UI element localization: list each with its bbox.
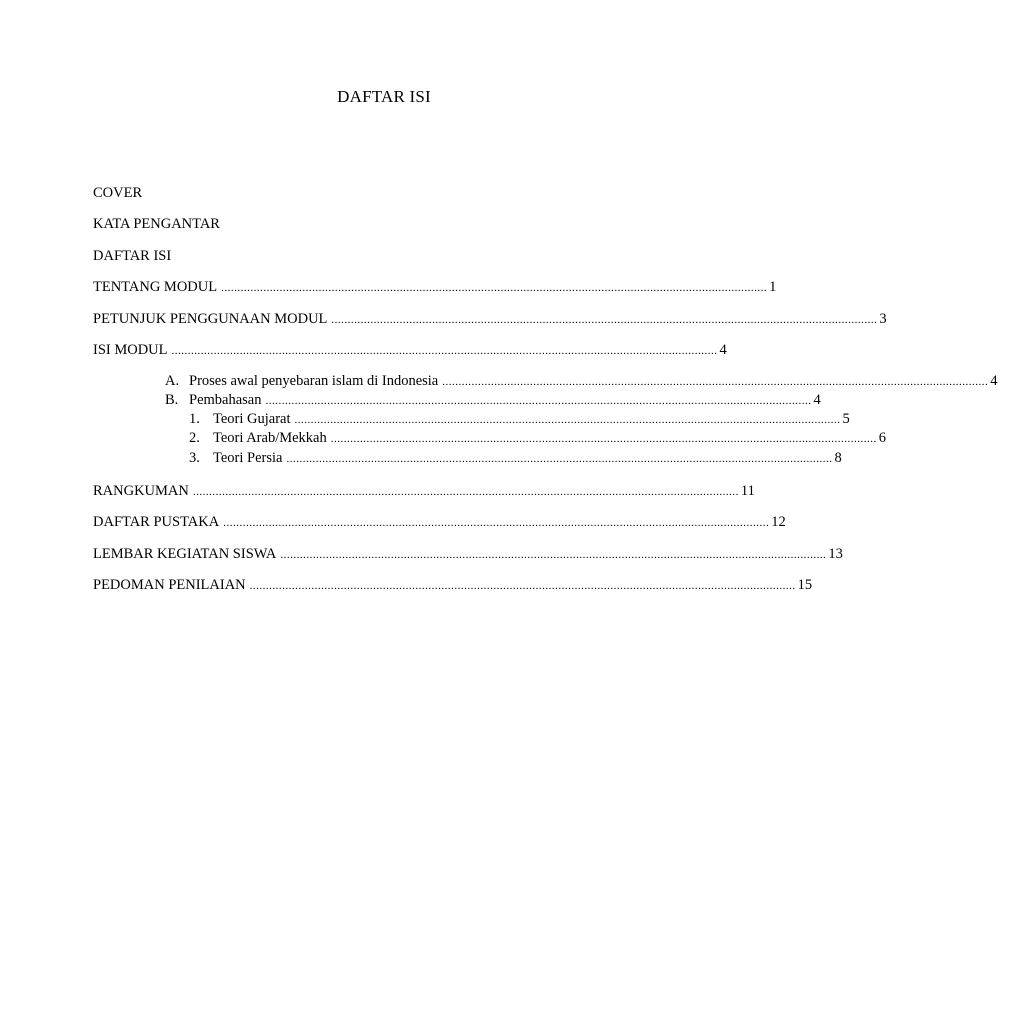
toc-page-number: 11: [740, 483, 755, 499]
toc-page-number: 15: [797, 577, 813, 593]
toc-entry-tentang-modul: [93, 277, 777, 297]
toc-subsubentry-3: [189, 449, 842, 468]
toc-entry-label: Teori Arab/Mekkah: [213, 430, 327, 446]
toc-page-number: 12: [771, 514, 786, 530]
toc-page-number: 4: [719, 342, 727, 358]
dot-leader: ........................................................................................................................................................................: [192, 486, 739, 498]
toc-entry-label: Teori Gujarat: [213, 411, 291, 427]
toc-entry-label: PEDOMAN PENILAIAN: [93, 577, 246, 593]
toc-entry-rangkuman: [93, 481, 755, 501]
toc-page-number: 1: [769, 279, 777, 295]
toc-entry-pedoman-penilaian: [93, 575, 813, 595]
toc-marker: B.: [165, 392, 179, 408]
toc-marker: 1.: [189, 411, 200, 427]
toc-entry-daftar-pustaka: [93, 512, 786, 532]
dot-leader: ........................................................................................................................................................................: [294, 414, 841, 426]
toc-entry-label: Pembahasan: [189, 392, 262, 408]
toc-subentry-b: [165, 391, 821, 410]
toc-entry-label: Teori Persia: [213, 450, 283, 466]
toc-marker: A.: [165, 373, 180, 389]
toc-entry-label: RANGKUMAN: [93, 483, 189, 499]
toc-entry-label: LEMBAR KEGIATAN SISWA: [93, 546, 277, 562]
toc-entry-label: KATA PENGANTAR: [93, 216, 220, 232]
toc-entry-label: ISI MODUL: [93, 342, 168, 358]
toc-entry-kata-pengantar: [93, 214, 653, 234]
toc-entry-label: DAFTAR PUSTAKA: [93, 514, 220, 530]
toc-entry-label: Proses awal penyebaran islam di Indonesia: [189, 373, 439, 389]
dot-leader: ........................................................................................................................................................................: [171, 345, 718, 357]
toc-entry-lembar-kegiatan: [93, 544, 843, 564]
dot-leader: ........................................................................................................................................................................: [331, 314, 878, 326]
dot-leader: ........................................................................................................................................................................: [223, 517, 770, 529]
toc-marker: 2.: [189, 430, 200, 446]
toc-entry-isi-modul: [93, 340, 727, 360]
toc-entry-label: DAFTAR ISI: [93, 248, 172, 264]
dot-leader: ........................................................................................................................................................................: [221, 282, 768, 294]
toc-entry-label: PETUNJUK PENGGUNAAN MODUL: [93, 311, 328, 327]
dot-leader: ........................................................................................................................................................................: [330, 433, 877, 445]
toc-marker: 3.: [189, 450, 200, 466]
page-title: DAFTAR ISI: [337, 87, 431, 106]
dot-leader: ........................................................................................................................................................................: [286, 453, 833, 465]
toc-page-number: 4: [813, 392, 821, 408]
toc-entry-cover: [93, 183, 653, 203]
toc-page-number: 6: [878, 430, 886, 446]
dot-leader: ........................................................................................................................................................................: [249, 580, 796, 592]
toc-entry-label: COVER: [93, 185, 143, 201]
toc-subsubentry-2: [189, 429, 886, 448]
toc-subsubentry-1: [189, 410, 850, 429]
toc-page-number: 4: [990, 373, 998, 389]
toc-page-number: 8: [834, 450, 842, 466]
toc-entry-label: TENTANG MODUL: [93, 279, 218, 295]
dot-leader: ........................................................................................................................................................................: [265, 395, 812, 407]
toc-entry-petunjuk: [93, 309, 887, 329]
dot-leader: ........................................................................................................................................................................: [442, 376, 989, 388]
toc-page-number: 13: [828, 546, 843, 562]
toc-page-number: 3: [879, 311, 887, 327]
dot-leader: ........................................................................................................................................................................: [280, 549, 827, 561]
toc-page-number: 5: [842, 411, 850, 427]
toc-subentry-a: [165, 372, 998, 391]
toc-entry-daftar-isi: [93, 246, 653, 266]
